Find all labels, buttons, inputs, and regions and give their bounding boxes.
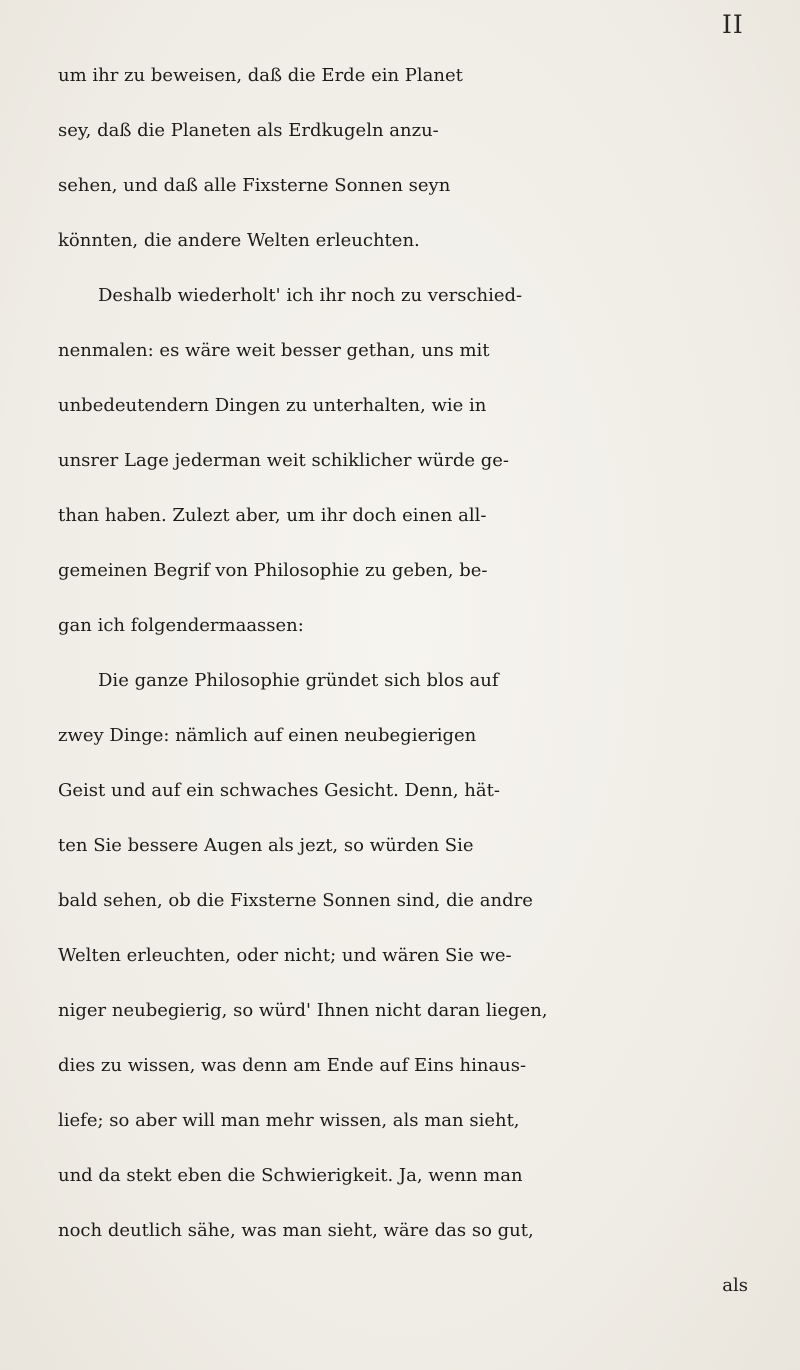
text-line: noch deutlich sähe, was man sieht, wäre das so gut, [58, 1220, 534, 1241]
text-line: bald sehen, ob die Fixsterne Sonnen sind, die andre [58, 890, 533, 911]
text-line: Die ganze Philosophie gründet sich blos auf [98, 670, 499, 691]
text-line: niger neubegierig, so würd' Ihnen nicht daran liegen, [58, 1000, 548, 1021]
text-line: than haben. Zulezt aber, um ihr doch einen all- [58, 505, 487, 526]
text-line: nenmalen: es wäre weit besser gethan, uns mit [58, 340, 490, 361]
text-line: Geist und auf ein schwaches Gesicht. Denn, hät- [58, 780, 500, 801]
text-line: unbedeutendern Dingen zu unterhalten, wie in [58, 395, 487, 416]
text-line: gemeinen Begrif von Philosophie zu geben, be- [58, 560, 488, 581]
text-line: gan ich folgendermaassen: [58, 615, 304, 636]
text-line: dies zu wissen, was denn am Ende auf Eins hinaus- [58, 1055, 527, 1076]
text-line: sehen, und daß alle Fixsterne Sonnen seyn [58, 175, 451, 196]
text-line: Deshalb wiederholt' ich ihr noch zu verschied- [98, 285, 523, 306]
body-text [58, 48, 776, 1313]
text-line: um ihr zu beweisen, daß die Erde ein Planet [58, 65, 463, 86]
text-line: und da stekt eben die Schwierigkeit. Ja, wenn man [58, 1165, 523, 1186]
text-line: liefe; so aber will man mehr wissen, als man sieht, [58, 1110, 520, 1131]
text-line: Welten erleuchten, oder nicht; und wären Sie we- [58, 945, 512, 966]
text-line: könnten, die andere Welten erleuchten. [58, 230, 420, 251]
catchword: als [722, 1275, 748, 1296]
text-line: sey, daß die Planeten als Erdkugeln anzu- [58, 120, 439, 141]
page-number: II [722, 10, 744, 39]
text-line: zwey Dinge: nämlich auf einen neubegierigen [58, 725, 477, 746]
text-line: unsrer Lage jederman weit schiklicher würde ge- [58, 450, 509, 471]
text-line: ten Sie bessere Augen als jezt, so würden Sie [58, 835, 474, 856]
